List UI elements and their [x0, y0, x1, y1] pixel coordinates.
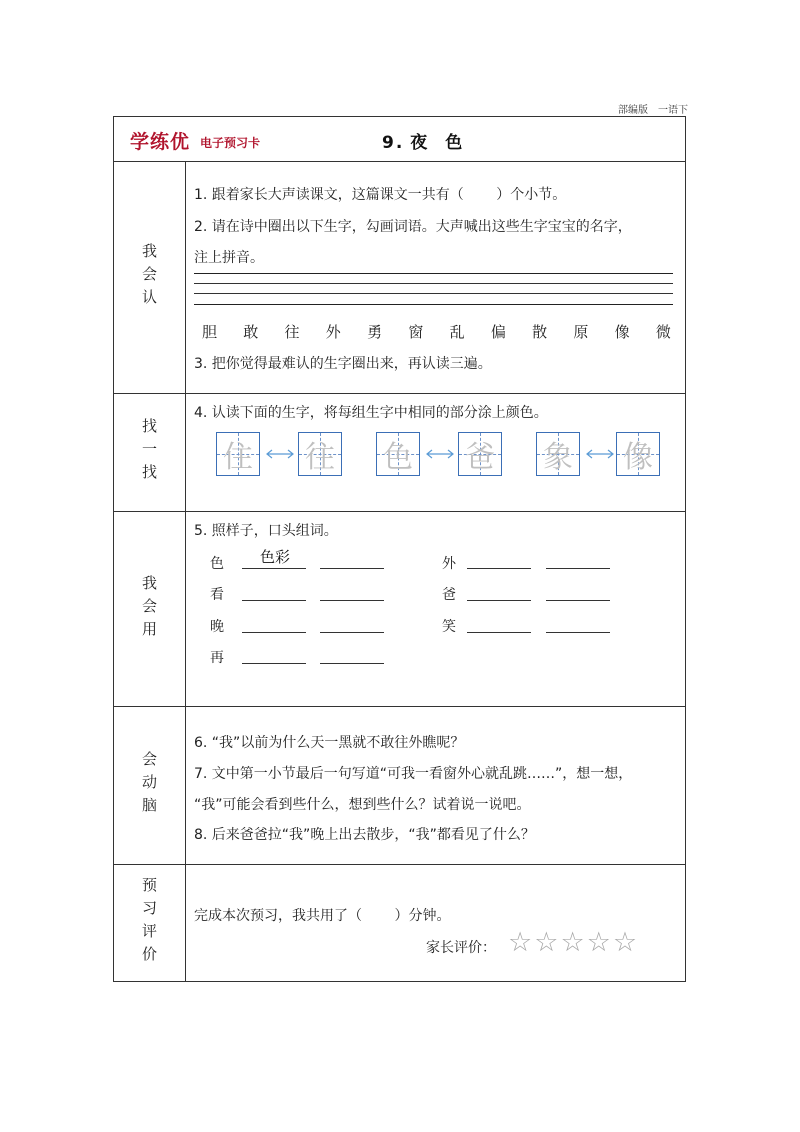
pair-character: 住: [223, 440, 253, 475]
tian-grid-box: [458, 432, 502, 476]
word-prompt: 再: [210, 650, 224, 666]
star-icon[interactable]: ☆: [560, 927, 585, 958]
word-prompt: 笑: [442, 619, 456, 635]
star-icon[interactable]: ☆: [586, 927, 611, 958]
double-arrow-icon: [264, 448, 296, 460]
new-character: 往: [284, 323, 300, 341]
tian-grid-box: [298, 432, 342, 476]
pair-character: 爸: [465, 440, 495, 475]
tian-grid-box: [536, 432, 580, 476]
word-prompt: 色: [210, 556, 224, 572]
section-use-content: [186, 512, 685, 706]
new-character: 微: [655, 323, 671, 341]
answer-blank: [546, 568, 610, 569]
pair-character: 往: [305, 440, 335, 475]
new-character: 散: [532, 323, 548, 341]
double-arrow-icon: [584, 448, 616, 460]
double-arrow-icon: [424, 448, 456, 460]
character-pairs: [216, 432, 656, 480]
answer-blank: [242, 600, 306, 601]
section-evaluate-content: [186, 865, 685, 981]
answer-blank: [320, 663, 384, 664]
section-label-read: 我会认: [140, 242, 158, 312]
tian-grid-box: [216, 432, 260, 476]
time-spent-text: 完成本次预习，我共用了（ ）分钟。: [194, 908, 451, 924]
section-label-evaluate: 预习评价: [140, 877, 158, 969]
new-character: 像: [614, 323, 630, 341]
answer-blank: [242, 663, 306, 664]
tian-grid-box: [616, 432, 660, 476]
section-think: [114, 707, 685, 865]
new-character: 胆: [202, 323, 218, 341]
card-header: [114, 117, 685, 162]
brand-subtitle: 电子预习卡: [200, 136, 261, 150]
lesson-title: [382, 128, 464, 153]
preview-card: [113, 116, 686, 982]
parent-rating-label: 家长评价：: [426, 940, 496, 956]
new-character: 敢: [243, 323, 259, 341]
tian-grid-box: [376, 432, 420, 476]
question-2-line-1: 2. 请在诗中圈出以下生字，勾画词语。大声喊出这些生字宝宝的名字，: [194, 219, 632, 235]
answer-blank: [242, 568, 306, 569]
section-find-content: [186, 394, 685, 511]
section-read: [114, 161, 685, 394]
new-character: 窗: [408, 323, 424, 341]
question-4: 4. 认读下面的生字，将每组生字中相同的部分涂上颜色。: [194, 405, 548, 421]
question-3: 3. 把你觉得最难认的生字圈出来，再认读三遍。: [194, 356, 492, 372]
question-6: 6. “我”以前为什么天一黑就不敢往外瞧呢？: [194, 735, 465, 751]
answer-blank: [467, 632, 531, 633]
pair-character: 象: [543, 440, 573, 475]
new-character: 原: [573, 323, 589, 341]
word-prompt: 爸: [442, 587, 456, 603]
answer-blank: [320, 568, 384, 569]
section-label-find: 找一找: [140, 418, 158, 487]
question-1: 1. 跟着家长大声读课文，这篇课文一共有（ ）个小节。: [194, 187, 567, 203]
star-icon[interactable]: ☆: [534, 927, 559, 958]
section-label-think: 会动脑: [140, 751, 158, 820]
answer-blank: [320, 600, 384, 601]
question-7-line-1: 7. 文中第一小节最后一句写道“可我一看窗外心就乱跳……”，想一想，: [194, 766, 633, 782]
word-prompt: 看: [210, 587, 224, 603]
edition-label: 部编版 一语下: [618, 105, 688, 116]
example-answer: 色彩: [260, 548, 291, 566]
word-prompt: 外: [442, 556, 456, 572]
section-evaluate: [114, 865, 685, 981]
parent-rating-stars: [508, 929, 637, 956]
new-character: 偏: [490, 323, 506, 341]
answer-blank: [467, 600, 531, 601]
new-character: 外: [325, 323, 341, 341]
star-icon[interactable]: ☆: [612, 927, 638, 958]
answer-blank: [546, 632, 610, 633]
answer-blank: [320, 632, 384, 633]
new-character: 乱: [449, 323, 465, 341]
new-character: 勇: [367, 323, 383, 341]
answer-blank: [242, 632, 306, 633]
lesson-number: 9.: [382, 133, 405, 153]
brand-logo: 学练优: [130, 131, 191, 153]
new-characters-row: [202, 321, 671, 342]
section-read-content: [186, 161, 685, 393]
section-use: [114, 512, 685, 707]
question-8: 8. 后来爸爸拉“我”晚上出去散步，“我”都看见了什么？: [194, 827, 535, 843]
lesson-title-char-1: 夜: [410, 133, 430, 153]
answer-blank: [546, 600, 610, 601]
answer-blank: [467, 568, 531, 569]
section-label-use: 我会用: [140, 574, 158, 644]
question-5: 5. 照样子，口头组词。: [194, 523, 338, 539]
word-prompt: 晚: [210, 619, 224, 635]
question-7-line-2: “我”可能会看到些什么，想到些什么？试着说一说吧。: [194, 797, 531, 813]
star-icon[interactable]: ☆: [508, 927, 533, 958]
section-think-content: [186, 707, 685, 864]
pair-character: 色: [383, 440, 413, 475]
pair-character: 像: [623, 440, 653, 475]
question-2-line-2: 注上拼音。: [194, 250, 264, 266]
section-find: [114, 394, 685, 512]
lesson-title-char-2: 色: [445, 133, 465, 153]
pinyin-writing-lines: [194, 273, 673, 311]
